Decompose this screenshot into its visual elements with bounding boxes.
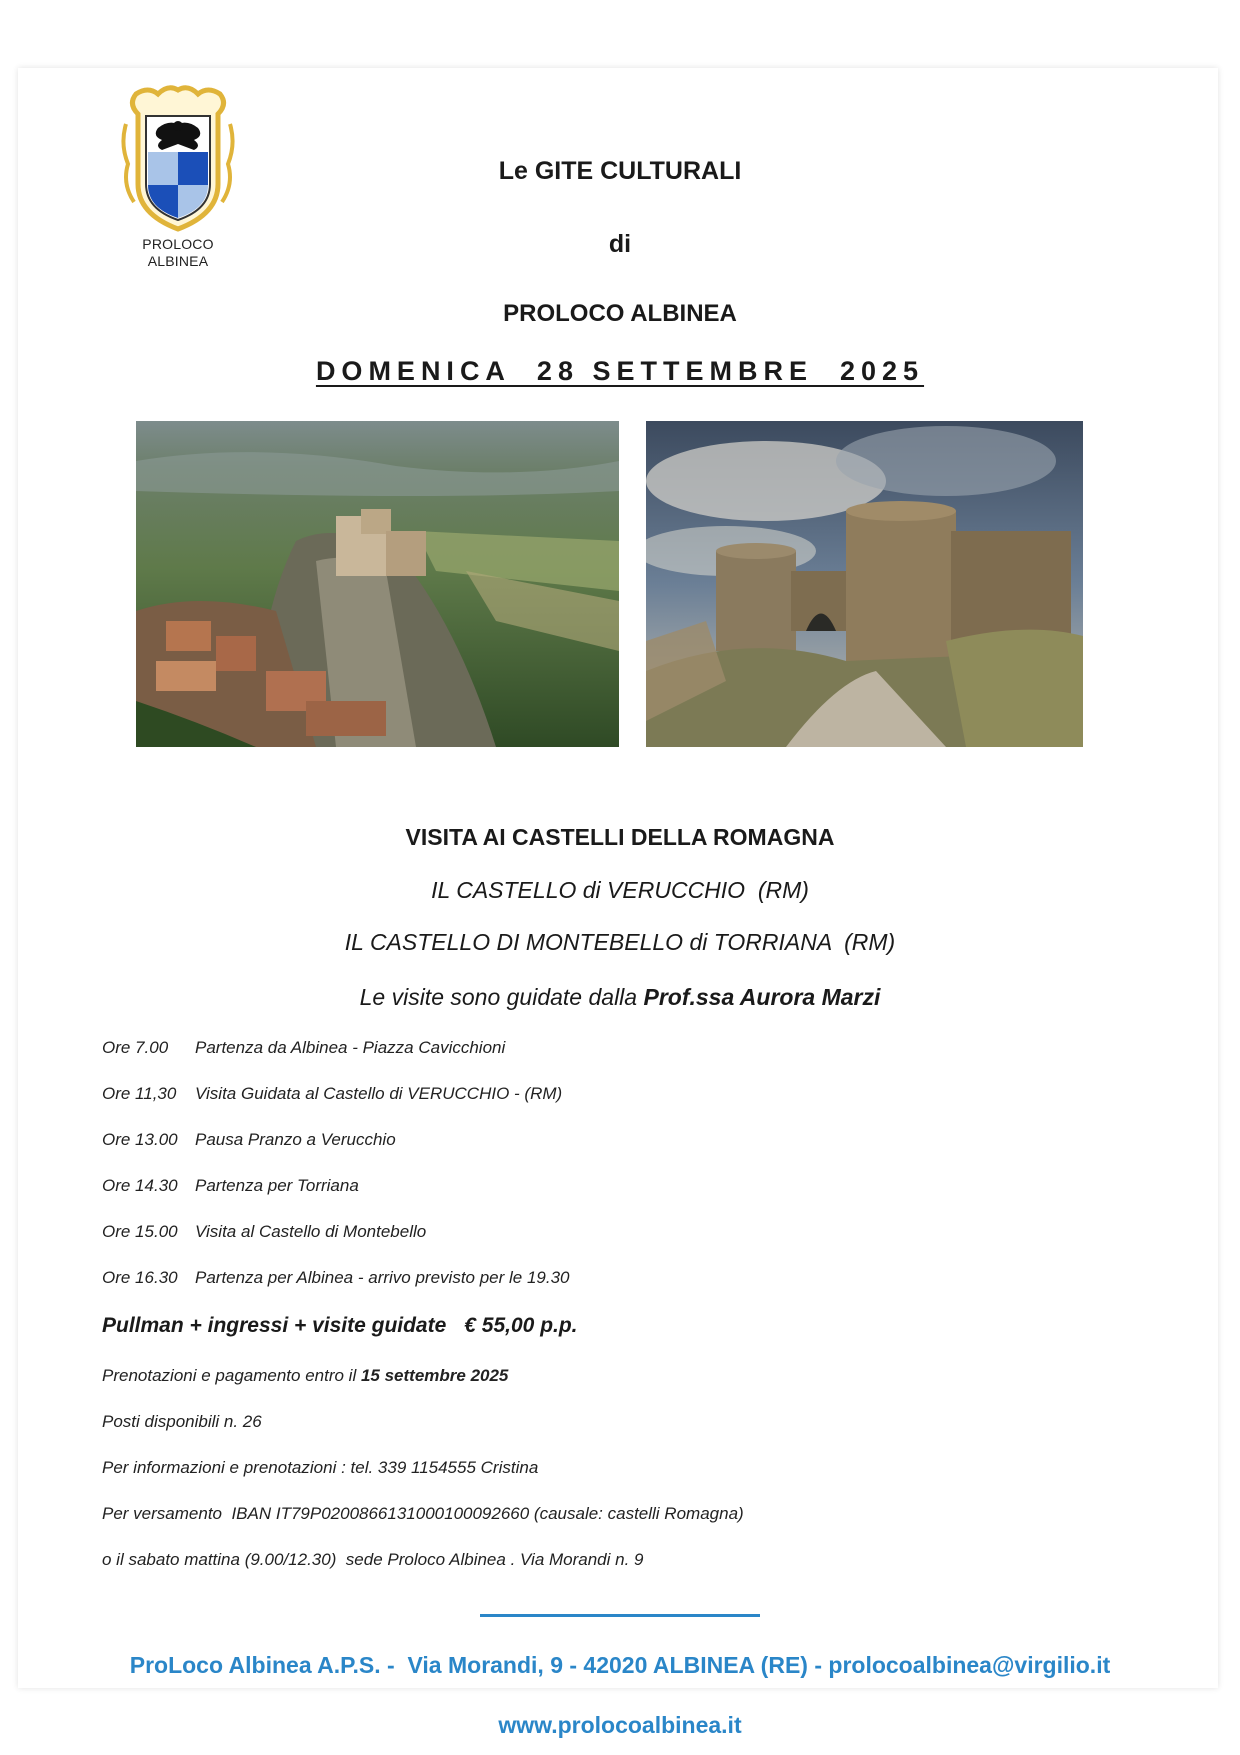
castle-montebello: IL CASTELLO DI MONTEBELLO di TORRIANA (RM) bbox=[344, 929, 896, 955]
available-seats: Posti disponibili n. 26 bbox=[102, 1412, 262, 1431]
price-line bbox=[102, 1314, 578, 1338]
guide-prefix: Le visite sono guidate dalla bbox=[359, 984, 644, 1010]
price-amount: € 55,00 p.p. bbox=[464, 1314, 578, 1337]
logo-caption-line1: PROLOCO bbox=[142, 236, 214, 252]
iban-info: Per versamento IBAN IT79P0200866131000100092660 (causale: castelli Romagna) bbox=[102, 1504, 744, 1523]
schedule-text: Partenza da Albinea - Piazza Cavicchioni bbox=[195, 1038, 506, 1057]
booking-date: 15 settembre 2025 bbox=[360, 1366, 509, 1385]
price-label: Pullman + ingressi + visite guidate bbox=[102, 1314, 447, 1337]
schedule-item bbox=[102, 1084, 562, 1104]
schedule-time: Ore 13.00 bbox=[102, 1130, 178, 1149]
schedule-item bbox=[102, 1038, 505, 1058]
castle-verucchio: IL CASTELLO di VERUCCHIO (RM) bbox=[431, 877, 809, 903]
footer-address: ProLoco Albinea A.P.S. - Via Morandi, 9 - 42020 ALBINEA (RE) - prolocoalbinea@virgilio.it bbox=[129, 1652, 1111, 1678]
title-di: di bbox=[608, 230, 632, 258]
event-date: DOMENICA 28 SETTEMBRE 2025 bbox=[315, 356, 925, 386]
guide-line bbox=[0, 984, 1240, 1011]
schedule-item bbox=[102, 1176, 359, 1196]
visit-title: VISITA AI CASTELLI DELLA ROMAGNA bbox=[405, 824, 835, 850]
page-title: Le GITE CULTURALI bbox=[498, 157, 742, 185]
organization-name: PROLOCO ALBINEA bbox=[503, 300, 737, 327]
schedule-time: Ore 11,30 bbox=[102, 1084, 177, 1103]
schedule-time: Ore 15.00 bbox=[102, 1222, 178, 1241]
schedule-time: Ore 14.30 bbox=[102, 1176, 178, 1195]
schedule-text: Partenza per Torriana bbox=[195, 1176, 359, 1195]
contact-info: Per informazioni e prenotazioni : tel. 339 1154555 Cristina bbox=[102, 1458, 539, 1477]
schedule-time: Ore 16.30 bbox=[102, 1268, 178, 1287]
footer-divider bbox=[480, 1614, 760, 1617]
saturday-office-info: o il sabato mattina (9.00/12.30) sede Proloco Albinea . Via Morandi n. 9 bbox=[102, 1550, 644, 1569]
logo-caption-line2: ALBINEA bbox=[147, 253, 209, 269]
schedule-item bbox=[102, 1130, 396, 1150]
schedule-text: Visita al Castello di Montebello bbox=[195, 1222, 427, 1241]
schedule-item bbox=[102, 1222, 426, 1242]
verucchio-photo bbox=[136, 421, 619, 747]
guide-name: Prof.ssa Aurora Marzi bbox=[643, 984, 881, 1010]
schedule-time: Ore 7.00 bbox=[102, 1038, 169, 1057]
footer-website[interactable]: www.prolocoalbinea.it bbox=[498, 1712, 742, 1738]
schedule-item bbox=[102, 1268, 570, 1288]
booking-deadline bbox=[102, 1366, 508, 1386]
booking-prefix: Prenotazioni e pagamento entro il bbox=[102, 1366, 361, 1385]
schedule-text: Visita Guidata al Castello di VERUCCHIO - (RM) bbox=[195, 1084, 563, 1103]
schedule-text: Pausa Pranzo a Verucchio bbox=[195, 1130, 396, 1149]
schedule-text: Partenza per Albinea - arrivo previsto per le 19.30 bbox=[195, 1268, 570, 1287]
montebello-photo bbox=[646, 421, 1083, 747]
